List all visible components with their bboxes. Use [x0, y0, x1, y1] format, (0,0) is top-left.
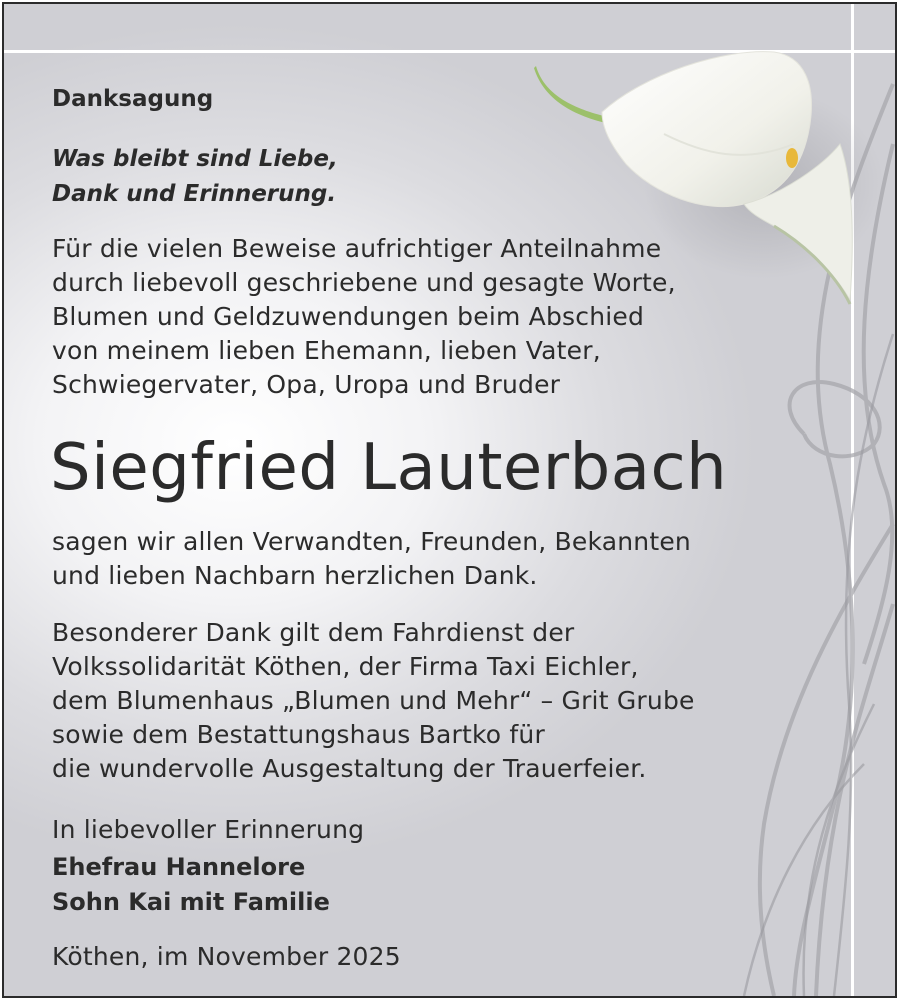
intro-line: Schwiegervater, Opa, Uropa und Bruder — [52, 370, 561, 399]
place-date: Köthen, im November 2025 — [52, 942, 401, 971]
signatory: Sohn Kai mit Familie — [52, 888, 330, 916]
thanks-line: und lieben Nachbarn herzlichen Dank. — [52, 561, 538, 590]
closing: In liebevoller Erinnerung — [52, 815, 365, 844]
thanks-paragraph — [52, 525, 691, 593]
special-thanks-paragraph — [52, 616, 695, 786]
special-thanks-line: Volkssolidarität Köthen, der Firma Taxi Eichler, — [52, 652, 639, 681]
special-thanks-line: dem Blumenhaus „Blumen und Mehr“ – Grit Grube — [52, 686, 695, 715]
heading: Danksagung — [52, 86, 214, 112]
deceased-name: Siegfried Lauterbach — [50, 431, 728, 505]
signatory: Ehefrau Hannelore — [52, 853, 306, 881]
motto-line: Was bleibt sind Liebe, — [52, 146, 338, 172]
obituary-card — [2, 2, 897, 998]
intro-line: Für die vielen Beweise aufrichtiger Anteilnahme — [52, 234, 662, 263]
intro-line: Blumen und Geldzuwendungen beim Abschied — [52, 302, 645, 331]
motto-line: Dank und Erinnerung. — [52, 181, 337, 207]
intro-line: durch liebevoll geschriebene und gesagte Worte, — [52, 268, 676, 297]
special-thanks-line: Besonderer Dank gilt dem Fahrdienst der — [52, 618, 575, 647]
motto — [52, 142, 338, 212]
special-thanks-line: die wundervolle Ausgestaltung der Trauerfeier. — [52, 754, 647, 783]
special-thanks-line: sowie dem Bestattungshaus Bartko für — [52, 720, 545, 749]
thanks-line: sagen wir allen Verwandten, Freunden, Bekannten — [52, 527, 691, 556]
intro-line: von meinem lieben Ehemann, lieben Vater, — [52, 336, 601, 365]
intro-paragraph — [52, 232, 676, 402]
